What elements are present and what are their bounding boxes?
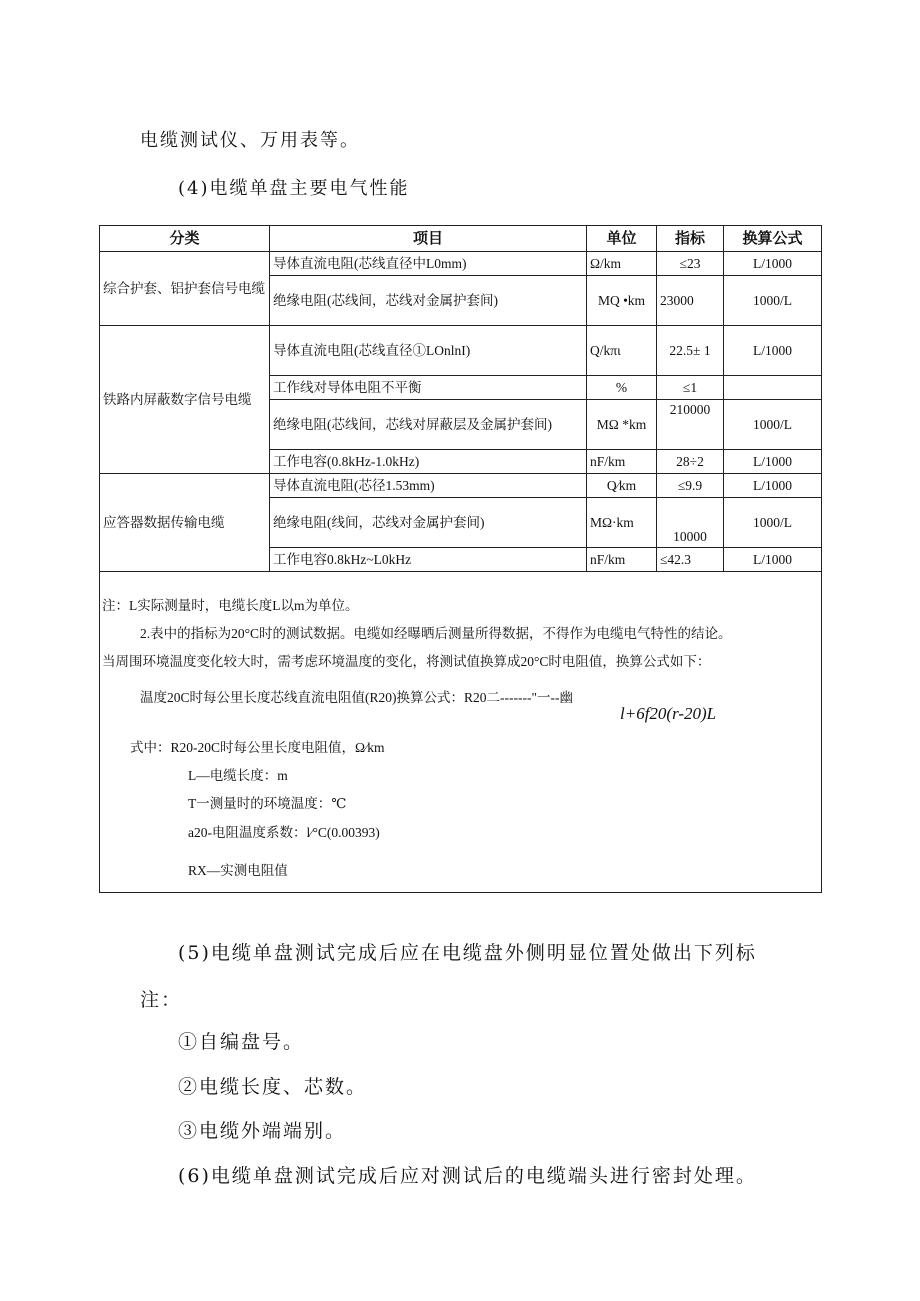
item-cell: 工作线对导体电阻不平衡 [270,376,587,400]
header-category: 分类 [100,226,270,252]
unit-cell: MQ •km [587,276,657,326]
index-cell: ≤23 [657,252,724,276]
index-cell: ≤9.9 [657,474,724,498]
item-cell: 导体直流电阻(芯线直径①LOnlnI) [270,326,587,376]
item-cell: 绝缘电阻(芯线间，芯线对屏蔽层及金属护套间) [270,400,587,450]
category-cell: 综合护套、铝护套信号电缆 [100,252,270,326]
item-cell: 工作电容0.8kHz~L0kHz [270,548,587,572]
item-cell: 导体直流电阻(芯径1.53mm) [270,474,587,498]
section-paragraph-5: (5)电缆单盘测试完成后应在电缆盘外侧明显位置处做出下列标 [178,942,757,964]
item-cell: 绝缘电阻(芯线间，芯线对金属护套间) [270,276,587,326]
formula-denominator: l+6f20(r-20)L [620,704,717,723]
formula-cell: L/1000 [724,474,822,498]
formula-line: 温度20C时每公里长度芯线直流电阻值(R20)换算公式：R20二-------"一--幽 [140,690,573,705]
list-item: ②电缆长度、芯数。 [178,1076,368,1098]
formula-cell: 1000/L [724,400,822,450]
header-formula: 换算公式 [724,226,822,252]
table-header-row [100,226,822,252]
formula-cell: 1000/L [724,498,822,548]
formula-cell: L/1000 [724,326,822,376]
unit-cell: nF/km [587,548,657,572]
notes-cell [100,572,822,893]
unit-cell: % [587,376,657,400]
formula-cell: L/1000 [724,548,822,572]
note-1: 注：L实际测量时，电缆长度L以m为单位。 [102,598,359,613]
def-measured-resistance: RX—实测电阻值 [188,863,288,878]
def-temperature: T一测量时的环境温度：℃ [188,796,347,811]
item-cell: 绝缘电阻(线间，芯线对金属护套间) [270,498,587,548]
section-paragraph-5-cont: 注： [140,989,183,1011]
list-item: ③电缆外端端别。 [178,1120,347,1142]
def-coefficient: a20-电阻温度系数：l∕°C(0.00393) [188,825,380,840]
category-cell: 铁路内屏蔽数字信号电缆 [100,326,270,474]
formula-cell [724,376,822,400]
list-item: ①自编盘号。 [178,1031,305,1053]
note-3: 当周围环境温度变化较大时，需考虑环境温度的变化，将测试值换算成20°C时电阻值，换算公式如下： [102,654,711,669]
note-2: 2.表中的指标为20°C时的测试数据。电缆如经曝晒后测量所得数据，不得作为电缆电气特性的结论。 [140,626,732,641]
table-row [100,326,822,376]
electrical-performance-table [99,225,822,893]
formula-cell: L/1000 [724,252,822,276]
unit-cell: Q∕km [587,474,657,498]
unit-cell: Q/kπι [587,326,657,376]
unit-cell: nF/km [587,450,657,474]
formula-cell: 1000/L [724,276,822,326]
unit-cell: MΩ *km [587,400,657,450]
index-cell: 22.5± 1 [657,326,724,376]
section-paragraph-6: (6)电缆单盘测试完成后应对测试后的电缆端头进行密封处理。 [178,1165,757,1187]
def-length: L—电缆长度：m [188,768,288,783]
notes-row [100,572,822,893]
index-cell: 23000 [657,276,724,326]
category-cell: 应答器数据传输电缆 [100,474,270,572]
section-heading-4: (4)电缆单盘主要电气性能 [178,178,410,199]
index-cell: 28÷2 [657,450,724,474]
header-item: 项目 [270,226,587,252]
table-row [100,252,822,276]
table-row [100,474,822,498]
item-cell: 工作电容(0.8kHz-1.0kHz) [270,450,587,474]
unit-cell: Ω/km [587,252,657,276]
index-cell: ≤42.3 [657,548,724,572]
unit-cell: MΩ·km [587,498,657,548]
formula-cell: L/1000 [724,450,822,474]
index-cell: ≤1 [657,376,724,400]
formula-where: 式中：R20-20C时每公里长度电阻值，Ω∕km [130,740,385,755]
header-index: 指标 [657,226,724,252]
header-unit: 单位 [587,226,657,252]
intro-line: 电缆测试仪、万用表等。 [140,130,360,151]
item-cell: 导体直流电阻(芯线直径中L0mm) [270,252,587,276]
index-cell: 10000 [657,498,724,548]
index-cell: 210000 [657,400,724,450]
